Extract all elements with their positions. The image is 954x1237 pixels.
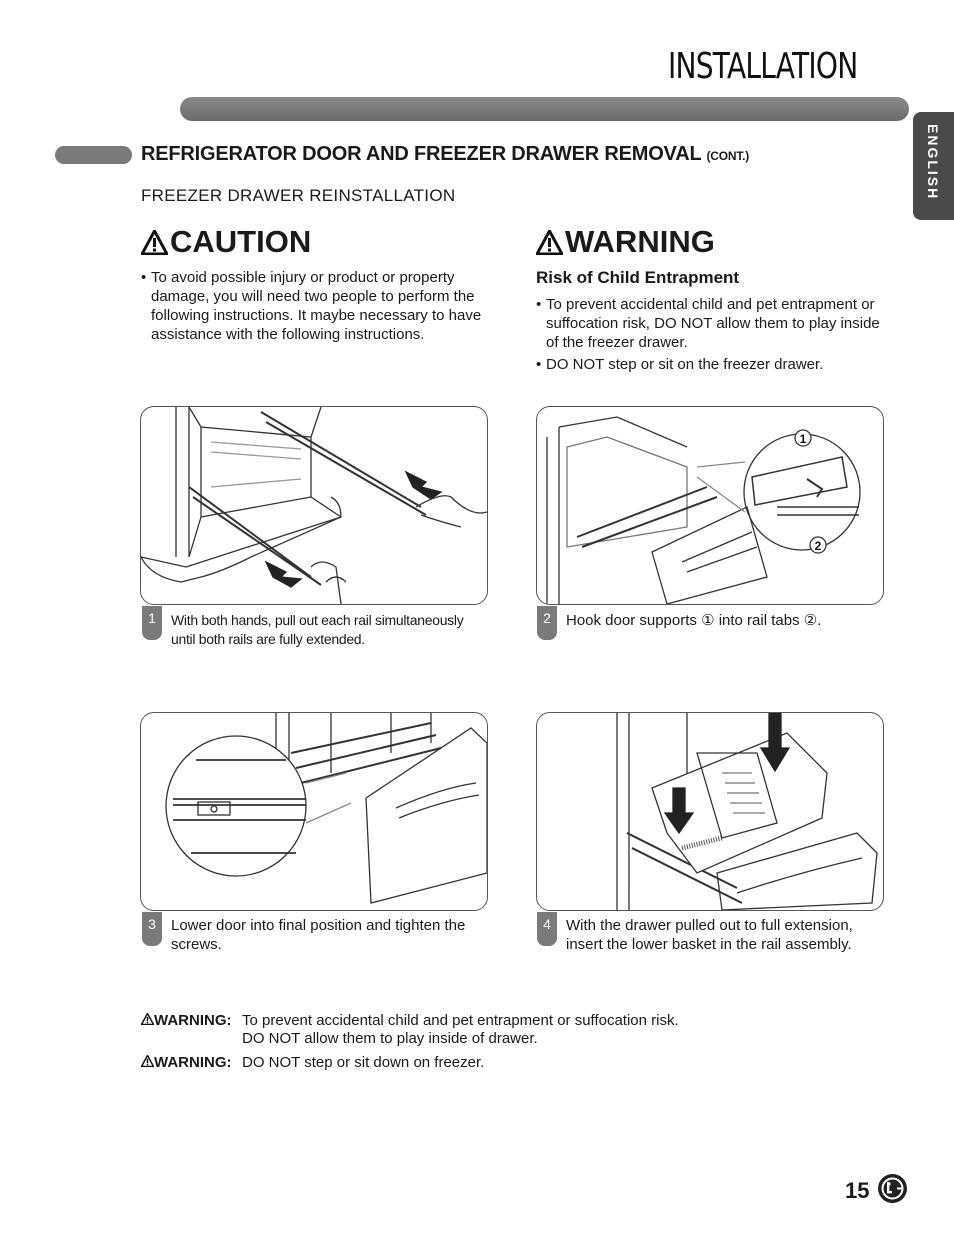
- step-1-number: 1: [142, 606, 162, 640]
- step-2-illustration: [536, 406, 884, 605]
- caution-heading-text: CAUTION: [170, 224, 312, 259]
- language-tab[interactable]: [913, 112, 954, 220]
- caution-heading: [141, 224, 311, 260]
- page-number: 15: [845, 1178, 870, 1203]
- step-3-text: Lower door into final position and tighten the screws.: [171, 917, 466, 953]
- warning-triangle-icon: [141, 1013, 154, 1025]
- step-4-illustration: [536, 712, 884, 911]
- section-title-suffix: (CONT.): [706, 149, 750, 163]
- page-title: INSTALLATION: [668, 46, 858, 87]
- warning-heading-text: WARNING: [565, 224, 715, 259]
- step-1-text: With both hands, pull out each rail simultaneously until both rails are fully extended.: [171, 612, 464, 647]
- callout-2: 2: [814, 539, 822, 553]
- header-bar: [180, 97, 909, 121]
- warning-triangle-icon: [141, 1055, 154, 1067]
- arrow-icon: [406, 472, 441, 499]
- lg-logo-icon: [877, 1173, 908, 1209]
- bottom-warning-text: To prevent accidental child and pet entrapment or suffocation risk.: [242, 1012, 679, 1029]
- section-title: [141, 143, 749, 166]
- step-4-text: With the drawer pulled out to full extension, insert the lower basket in the rail assembly.: [566, 917, 853, 953]
- warning-subheading: Risk of Child Entrapment: [536, 268, 740, 287]
- bottom-warning-text: DO NOT allow them to play inside of drawer.: [242, 1030, 538, 1047]
- marker-2: ②: [803, 612, 818, 629]
- warning-triangle-icon: [536, 230, 563, 255]
- step-2-number: 2: [537, 606, 557, 640]
- step-4-number: 4: [537, 912, 557, 946]
- bottom-warning-text: DO NOT step or sit down on freezer.: [242, 1054, 485, 1071]
- callout-1: 1: [799, 432, 807, 446]
- warning-bullet: • To prevent accidental child and pet entrapment or suffocation risk, DO NOT allow them to play inside of the freezer drawer.: [536, 296, 880, 351]
- language-tab-label: ENGLISH: [925, 124, 941, 201]
- caution-bullet: • To avoid possible injury or product or property damage, you will need two people to perform the following instructions. It maybe necessary to have assistance with the following instructions.: [141, 269, 482, 343]
- bottom-warning: [141, 1012, 232, 1030]
- warning-triangle-icon: [141, 230, 168, 255]
- step-1-illustration: [140, 406, 488, 605]
- warning-heading: [536, 224, 715, 260]
- marker-1: ①: [701, 612, 715, 629]
- step-2-text: Hook door supports ① into rail tabs ②.: [566, 612, 822, 629]
- step-3-number: 3: [142, 912, 162, 946]
- section-title-text: REFRIGERATOR DOOR AND FREEZER DRAWER REMOVAL: [141, 143, 702, 165]
- bottom-warning-label: WARNING:: [154, 1012, 232, 1029]
- step-3-illustration: [140, 712, 488, 911]
- warning-bullet: • DO NOT step or sit on the freezer drawer.: [536, 356, 824, 373]
- bottom-warning: [141, 1054, 232, 1072]
- bottom-warning-label: WARNING:: [154, 1054, 232, 1071]
- section-pill: [55, 146, 132, 164]
- section-subtitle: FREEZER DRAWER REINSTALLATION: [141, 186, 456, 205]
